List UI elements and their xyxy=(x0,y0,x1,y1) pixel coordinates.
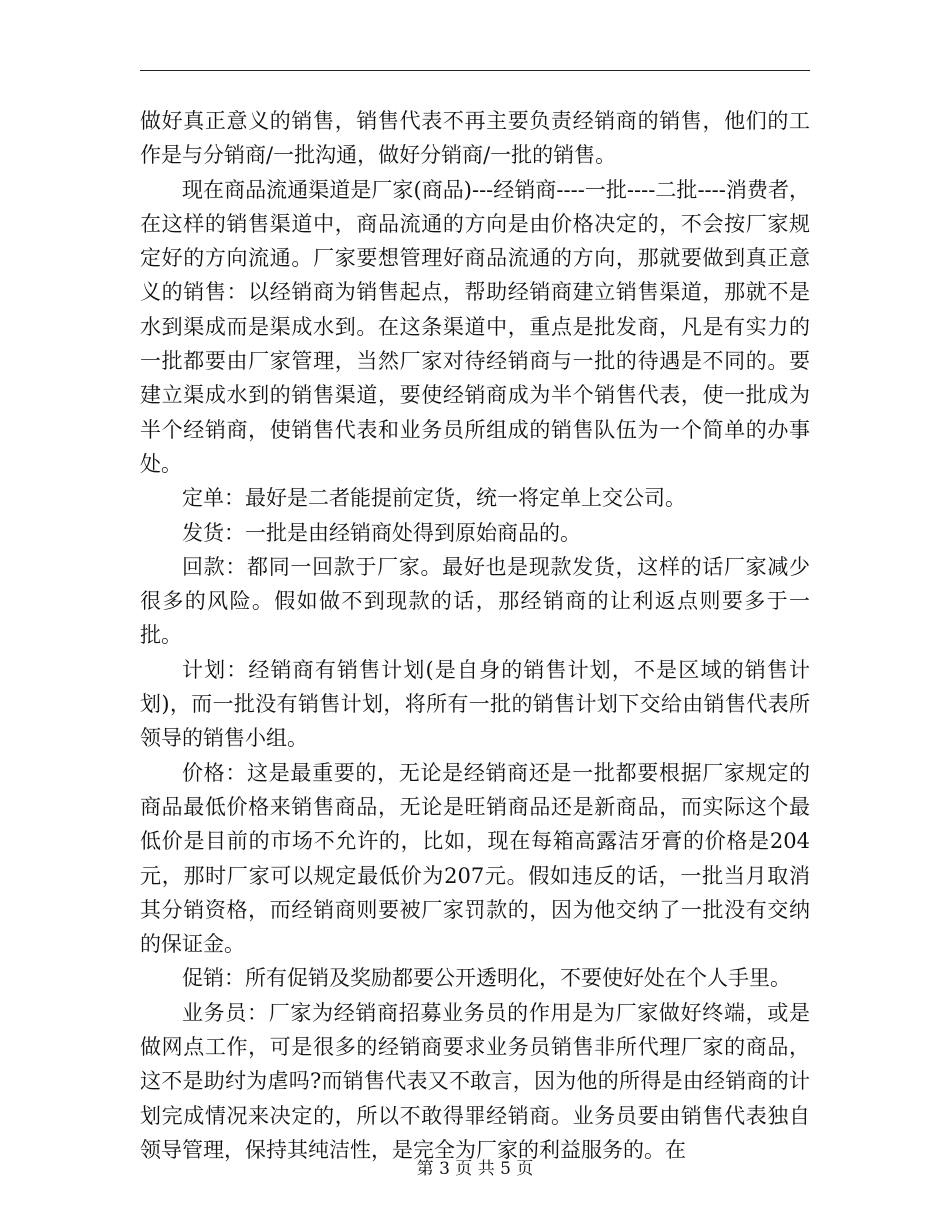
paragraph-promotion: 促销：所有促销及奖励都要公开透明化，不要使好处在个人手里。 xyxy=(182,966,791,991)
paragraph-payment: 回款：都同一回款于厂家。最好也是现款发货，这样的话厂家减少很多的风险。假如做不到现款的话，那经销商的让利返点则要多于一批。 xyxy=(140,554,810,648)
header-rule xyxy=(140,70,810,71)
paragraph-salesperson: 业务员：厂家为经销商招募业务员的作用是为厂家做好终端，或是做网点工作，可是很多的经销商要求业务员销售非所代理厂家的商品，这不是助纣为虐吗?而销售代表又不敢言，因为他的所得是由经销商的计划完成情况来决定的，所以不敢得罪经销商。业务员要由销售代表独自领导管理，保持其纯洁性，是完全为厂家的利益服务的。在 xyxy=(140,1000,810,1162)
document-body xyxy=(140,104,810,1167)
paragraph-order: 定单：最好是二者能提前定货，统一将定单上交公司。 xyxy=(182,486,686,511)
paragraph-delivery: 发货：一批是由经销商处得到原始商品的。 xyxy=(182,520,581,545)
paragraph-plan: 计划：经销商有销售计划(是自身的销售计划，不是区域的销售计划)，而一批没有销售计划，将所有一批的销售计划下交给由销售代表所领导的销售小组。 xyxy=(140,657,810,751)
paragraph-distribution-channel: 现在商品流通渠道是厂家(商品)---经销商----一批----二批----消费者，在这样的销售渠道中，商品流通的方向是由价格决定的，不会按厂家规定好的方向流通。厂家要想管理好商品流通的方向，那就要做到真正意义的销售：以经销商为销售起点，帮助经销商建立销售渠道，那就不是水到渠成而是渠成水到。在这条渠道中，重点是批发商，凡是有实力的一批都要由厂家管理，当然厂家对待经销商与一批的待遇是不同的。要建立渠成水到的销售渠道，要使经销商成为半个销售代表，使一批成为半个经销商，使销售代表和业务员所组成的销售队伍为一个简单的办事处。 xyxy=(140,177,810,476)
page-number-footer: 第 3 页 共 5 页 xyxy=(416,1159,534,1179)
paragraph-continued: 做好真正意义的销售，销售代表不再主要负责经销商的销售，他们的工作是与分销商/一批沟通，做好分销商/一批的销售。 xyxy=(140,109,810,168)
paragraph-price: 价格：这是最重要的，无论是经销商还是一批都要根据厂家规定的商品最低价格来销售商品，无论是旺销商品还是新商品，而实际这个最低价是目前的市场不允许的，比如，现在每箱高露洁牙膏的价格是204元，那时厂家可以规定最低价为207元。假如违反的话，一批当月取消其分销资格，而经销商则要被厂家罚款的，因为他交纳了一批没有交纳的保证金。 xyxy=(140,760,810,957)
